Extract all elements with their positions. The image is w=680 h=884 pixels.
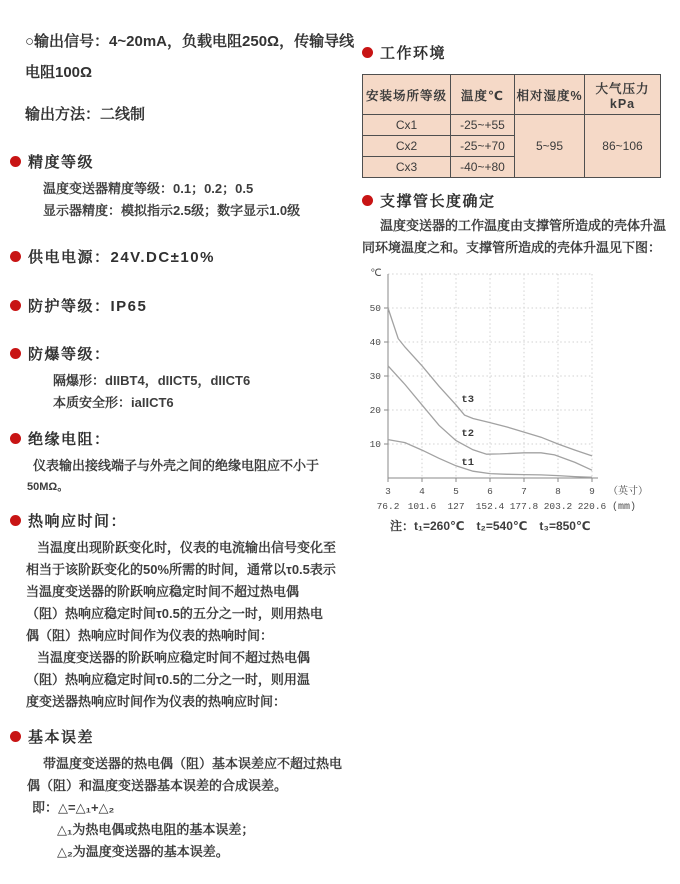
table-header-cell: 温度℃ [451, 75, 515, 115]
svg-text:177.8: 177.8 [509, 501, 539, 512]
section-thermal-response [10, 510, 362, 713]
text-line: △₂为温度变送器的基本误差。 [57, 844, 229, 859]
text-line: 温度变送器的工作温度由支撑管所造成的壳体升温 [380, 218, 667, 233]
svg-text:20: 20 [369, 405, 381, 416]
section-title: 支撑管长度确定 [380, 193, 496, 210]
work-env-table-wrap [362, 74, 674, 178]
text-line: （阻）热响应稳定时间τ0.5的五分之一时，则用热电 [26, 606, 323, 621]
table-cell-humidity: 5~95 [515, 115, 585, 178]
table-header-cell: 安装场所等级 [363, 75, 451, 115]
svg-text:（英寸）: （英寸） [608, 487, 648, 498]
svg-text:5: 5 [453, 486, 459, 497]
section-output-method [10, 99, 377, 130]
section-precision [10, 151, 362, 222]
svg-text:40: 40 [369, 337, 381, 348]
svg-text:127: 127 [447, 501, 465, 512]
table-header-cell: 相对湿度% [515, 75, 585, 115]
svg-text:7: 7 [521, 486, 527, 497]
svg-text:50: 50 [369, 303, 381, 314]
table-cell-pressure: 86~106 [585, 115, 661, 178]
svg-text:4: 4 [419, 486, 425, 497]
svg-text:203.2: 203.2 [543, 501, 573, 512]
text-line: 当温度变送器的阶跃响应稳定时间不超过热电偶 [26, 584, 300, 599]
text-line: 本质安全形：iaIICT6 [53, 395, 174, 410]
svg-text:30: 30 [369, 371, 381, 382]
svg-text:8: 8 [555, 486, 561, 497]
text-line: 电阻100Ω [25, 64, 93, 81]
table-cell: -40~+80 [451, 157, 515, 178]
table-cell: Cx3 [363, 157, 451, 178]
section-title: 热响应时间： [28, 513, 128, 530]
chart-note: 注：t₁=260℃ t₂=540℃ t₃=850℃ [390, 519, 591, 533]
text-line: 仪表输出接线端子与外壳之间的绝缘电阻应不小于 [33, 458, 320, 473]
svg-text:101.6: 101.6 [407, 501, 437, 512]
text-line: 偶（阻）热响应时间作为仪表的热响时间： [26, 628, 274, 643]
text-line: 输出方法：二线制 [25, 106, 146, 123]
svg-text:(mm): (mm) [612, 502, 637, 512]
svg-text:76.2: 76.2 [376, 501, 400, 512]
text-line: ○输出信号：4~20mA，负载电阻250Ω，传输导线 [25, 33, 355, 50]
chart-svg [362, 262, 670, 512]
bullet-icon [10, 156, 21, 167]
table-row [363, 115, 661, 136]
section-explosion-proof [10, 343, 362, 414]
section-insulation-resistance [10, 428, 362, 497]
section-title: 供电电源：24V.DC±10% [28, 249, 215, 266]
svg-text:152.4: 152.4 [475, 501, 505, 512]
bullet-icon [10, 731, 21, 742]
text-line: 偶（阻）和温度变送器基本误差的合成误差。 [27, 778, 288, 793]
section-title: 防爆等级： [28, 346, 111, 363]
section-title: 工作环境 [380, 45, 447, 62]
bullet-icon [10, 515, 21, 526]
text-line: 50MΩ。 [27, 481, 69, 493]
svg-text:℃: ℃ [370, 269, 382, 280]
text-line: 温度变送器精度等级：0.1；0.2；0.5 [43, 181, 254, 196]
text-line: 当温度变送器的阶跃响应稳定时间不超过热电偶 [37, 650, 311, 665]
section-power-supply [10, 246, 362, 267]
text-line: 隔爆形：dIIBT4，dIICT5，dIICT6 [53, 373, 251, 388]
text-line: 带温度变送器的热电偶（阻）基本误差应不超过热电 [43, 756, 343, 771]
table-cell: -25~+55 [451, 115, 515, 136]
bullet-icon [10, 251, 21, 262]
section-protection-grade [10, 295, 362, 316]
svg-text:3: 3 [385, 486, 391, 497]
text-line: △₁为热电偶或热电阻的基本误差； [57, 822, 255, 837]
svg-text:220.6: 220.6 [577, 501, 607, 512]
svg-text:6: 6 [487, 486, 493, 497]
section-output-signal [10, 26, 377, 88]
section-title: 精度等级 [28, 154, 95, 171]
text-line: （阻）热响应稳定时间τ0.5的二分之一时，则用温 [26, 672, 310, 687]
section-title: 绝缘电阻： [28, 431, 111, 448]
section-title: 防护等级：IP65 [28, 298, 148, 315]
svg-text:9: 9 [589, 486, 595, 497]
bullet-icon [362, 47, 373, 58]
svg-text:10: 10 [369, 439, 381, 450]
table-cell: Cx2 [363, 136, 451, 157]
formula-line: 即：△=△₁+△₂ [32, 800, 115, 815]
series-label-t2: t2 [461, 427, 475, 440]
table-cell: -25~+70 [451, 136, 515, 157]
section-basic-error [10, 726, 362, 863]
bullet-icon [362, 195, 373, 206]
bullet-icon [10, 348, 21, 359]
work-env-table [362, 74, 661, 178]
table-header-cell: 大气压力kPa [585, 75, 661, 115]
text-line: 当温度出现阶跃变化时，仪表的电流输出信号变化至 [37, 540, 337, 555]
section-title: 基本误差 [28, 729, 95, 746]
text-line: 同环境温度之和。支撑管所造成的壳体升温见下图： [362, 240, 662, 255]
text-line: 显示器精度：模拟指示2.5级；数字显示1.0级 [43, 203, 301, 218]
table-cell: Cx1 [363, 115, 451, 136]
section-support-tube [362, 190, 674, 259]
support-length-chart [362, 262, 674, 514]
bullet-icon [10, 433, 21, 444]
bullet-icon [10, 300, 21, 311]
section-work-environment [362, 42, 674, 63]
text-line: 度变送器热响应时间作为仪表的热响应时间： [26, 694, 287, 709]
text-line: 相当于该阶跃变化的50%所需的时间，通常以τ0.5表示 [26, 562, 336, 577]
series-label-t3: t3 [461, 394, 475, 407]
series-label-t1: t1 [461, 457, 475, 470]
